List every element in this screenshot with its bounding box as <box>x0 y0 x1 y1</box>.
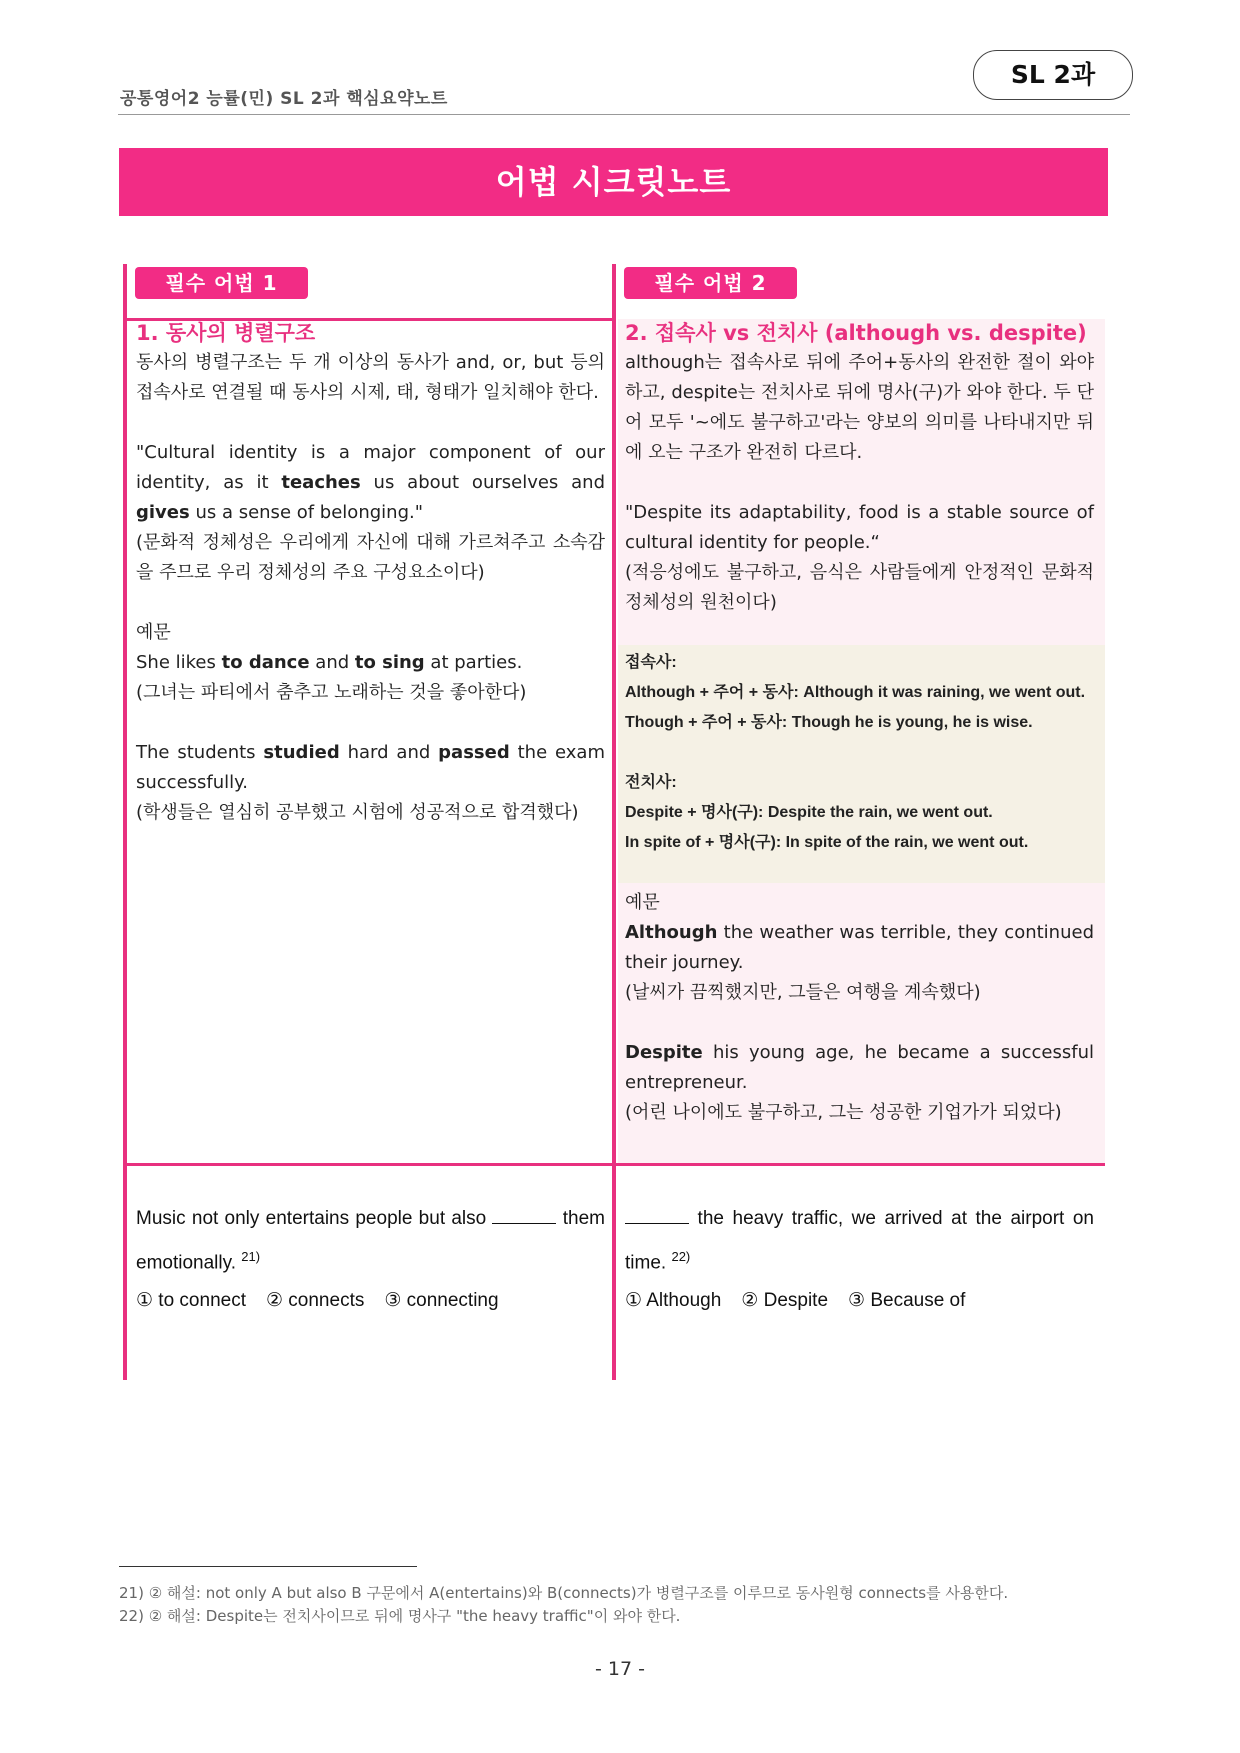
option-1[interactable]: ① to connect <box>136 1290 246 1312</box>
page-banner-title: 어법 시크릿노트 <box>119 148 1108 216</box>
left-quote: "Cultural identity is a major component of our identity, as it teaches us about ourselves and gives us a sense of belonging." <box>136 442 606 523</box>
left-border-line <box>123 264 127 1380</box>
option-2[interactable]: ② connects <box>265 1290 365 1312</box>
right-quote: "Despite its adaptability, food is a stable source of cultural identity for people.“ <box>625 502 1094 553</box>
left-quote-translation: (문화적 정체성은 우리에게 자신에 대해 가르쳐주고 소속감을 주므로 우리 정체성의 주요 구성요소이다) <box>136 532 605 583</box>
right-explanation: although는 접속사로 뒤에 주어+동사의 완전한 절이 와야 하고, despite는 전치사로 뒤에 명사(구)가 와야 한다. 두 단어 모두 '~에도 불구하고'라는 양보의 의미를 나타내지만 뒤에 오는 구조가 완전히 다르다. <box>625 352 1094 463</box>
footnote-21: 21) ② 해설: not only A but also B 구문에서 A(entertains)와 B(connects)가 병렬구조를 이루므로 동사원형 connects를 사용한다. <box>119 1584 1009 1602</box>
question-22-text: the heavy traffic, we arrived at the airport on time. $^{22)}$ <box>625 1208 1094 1274</box>
option-3[interactable]: ③ connecting <box>384 1290 499 1312</box>
left-explanation: 동사의 병렬구조는 두 개 이상의 동사가 and, or, but 등의 접속사로 연결될 때 동사의 시제, 태, 형태가 일치해야 한다. <box>136 352 605 403</box>
content-quiz-divider <box>125 1163 1105 1166</box>
question-22 <box>625 1200 1094 1320</box>
footnote-22: 22) ② 해설: Despite는 전치사이므로 뒤에 명사구 "the heavy traffic"이 와야 한다. <box>119 1607 681 1625</box>
right-example-1-translation: (날씨가 끔찍했지만, 그들은 여행을 계속했다) <box>625 982 981 1003</box>
conjunction-rule-2: Though + 주어 + 동사: Though he is young, he is wise. <box>625 714 1033 731</box>
preposition-label: 전치사: <box>625 774 677 791</box>
header-divider <box>118 114 1130 115</box>
lesson-badge: SL 2과 <box>973 50 1133 100</box>
left-example-2: The students studied hard and passed the exam successfully. <box>136 742 605 793</box>
right-example-1: Although the weather was terrible, they continued their journey. <box>625 922 1094 973</box>
right-column <box>625 318 1094 1128</box>
left-example-label: 예문 <box>136 622 171 643</box>
answer-blank <box>492 1207 556 1224</box>
option-1[interactable]: ① Although <box>625 1290 722 1312</box>
right-example-2-translation: (어린 나이에도 불구하고, 그는 성공한 기업가가 되었다) <box>625 1102 1062 1123</box>
preposition-rule-2: In spite of + 명사(구): In spite of the rain, we went out. <box>625 834 1029 851</box>
question-22-options <box>625 1282 1094 1320</box>
left-example-1-translation: (그녀는 파티에서 춤추고 노래하는 것을 좋아한다) <box>136 682 527 703</box>
grammar-tag-1: 필수 어법 1 <box>135 267 308 299</box>
question-21 <box>136 1200 605 1320</box>
rules-list <box>625 648 1094 858</box>
right-example-2: Despite his young age, he became a successful entrepreneur. <box>625 1042 1094 1093</box>
right-section-title: 2. 접속사 vs 전치사 (although vs. despite) <box>625 321 1087 345</box>
page-number: - 17 - <box>595 1658 645 1680</box>
option-2[interactable]: ② Despite <box>741 1290 829 1312</box>
header-subtitle: 공통영어2 능률(민) SL 2과 핵심요약노트 <box>120 89 448 109</box>
preposition-rule-1: Despite + 명사(구): Despite the rain, we went out. <box>625 804 993 821</box>
footnote-divider <box>119 1566 417 1567</box>
center-divider-line <box>612 264 616 1380</box>
left-example-1: She likes to dance and to sing at parties. <box>136 652 523 673</box>
right-example-label: 예문 <box>625 892 660 913</box>
answer-blank <box>625 1207 689 1224</box>
conjunction-label: 접속사: <box>625 654 677 671</box>
conjunction-rule-1: Although + 주어 + 동사: Although it was raining, we went out. <box>625 684 1086 701</box>
grammar-tag-2: 필수 어법 2 <box>624 267 797 299</box>
question-21-options <box>136 1282 605 1320</box>
right-quote-translation: (적응성에도 불구하고, 음식은 사람들에게 안정적인 문화적 정체성의 원천이다) <box>625 562 1094 613</box>
left-section-title: 1. 동사의 병렬구조 <box>136 321 316 345</box>
option-3[interactable]: ③ Because of <box>848 1290 966 1312</box>
question-21-text: Music not only entertains people but also them emotionally. $^{21)}$ <box>136 1208 605 1274</box>
left-example-2-translation: (학생들은 열심히 공부했고 시험에 성공적으로 합격했다) <box>136 802 579 823</box>
left-column <box>136 318 605 828</box>
